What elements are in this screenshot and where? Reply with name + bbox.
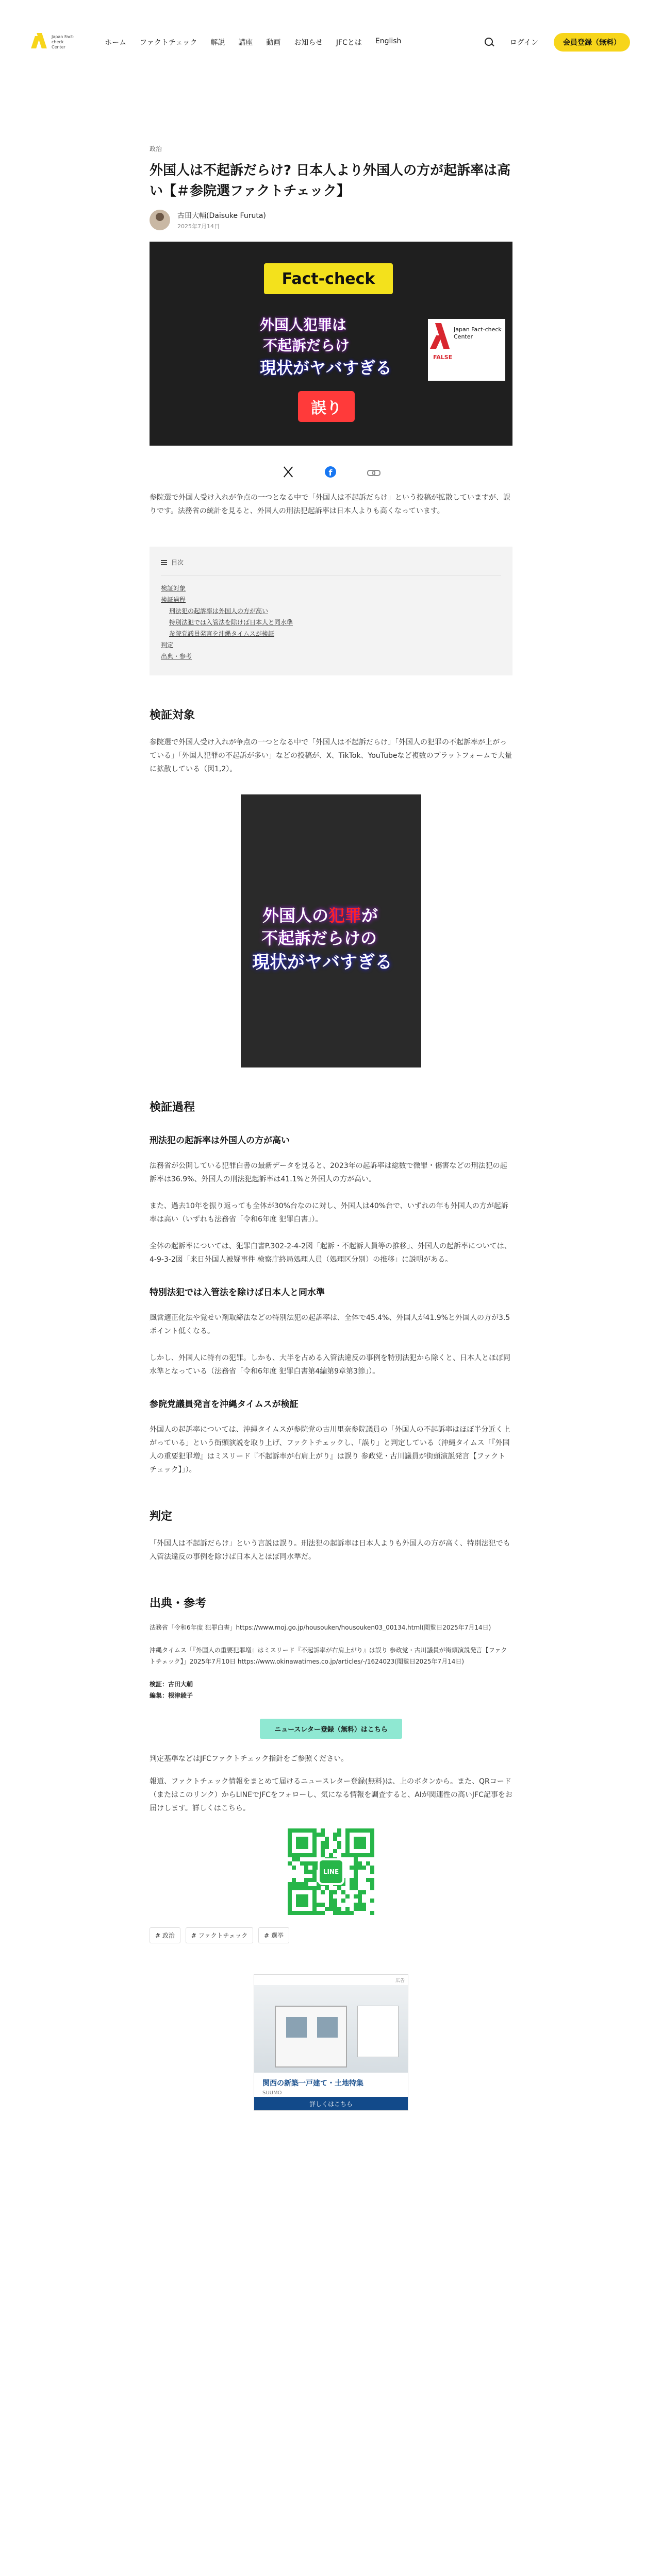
hero-text-line2: 不起訴だらけ <box>263 337 350 354</box>
article <box>150 144 512 2111</box>
author-avatar[interactable] <box>150 210 170 230</box>
toc-item[interactable]: 刑法犯の起訴率は外国人の方が高い <box>169 607 269 615</box>
subsection-heading: 参院党議員発言を沖縄タイムスが検証 <box>150 1399 299 1410</box>
floor-plan-image <box>357 2006 399 2057</box>
toc-header[interactable] <box>161 558 501 567</box>
hero-text-line1: 外国人犯罪は <box>260 316 347 333</box>
section-body: 風営適正化法や覚せい剤取締法などの特別法犯の起訴率は、全体で45.4%、外国人が41.9%と外国人の方が3.5ポイント低くなる。 <box>150 1314 510 1335</box>
false-label: FALSE <box>433 354 453 361</box>
hero-text-line3: 現状がヤバすぎる <box>260 358 392 378</box>
line-icon: LINE <box>318 1858 344 1885</box>
copy-link-icon[interactable] <box>367 466 379 478</box>
nav-video[interactable]: 動画 <box>266 39 281 47</box>
house-image <box>275 2006 347 2067</box>
newsletter-button[interactable]: ニュースレター登録（無料）はこちら <box>260 1719 402 1739</box>
section-body: 全体の起訴率については、犯罪白書P.302-2-4-2図「起訴・不起訴人員等の推移」、外国人の起訴率については、4-9-3-2図「来日外国人被疑事件 検察庁終局処理人員（処理区分別）の推移」に説明がある。 <box>150 1242 511 1264</box>
ad-label: 広告 <box>395 1978 405 1984</box>
site-logo[interactable] <box>32 32 78 53</box>
register-button[interactable]: 会員登録（無料） <box>554 33 630 52</box>
nav-explainer[interactable]: 解説 <box>210 39 225 47</box>
ad-cta[interactable]: 詳しくはこちら <box>254 2097 408 2110</box>
toc-item[interactable]: 特別法犯では入管法を除けば日本人と同水準 <box>169 619 293 626</box>
toc-item[interactable]: 判定 <box>161 641 174 649</box>
tag[interactable]: # 政治 <box>150 1927 180 1943</box>
section-body: 参院選で外国人受け入れが争点の一つとなる中で「外国人は不起訴だらけ」「外国人の犯罪の不起訴率が上がっている」「外国人犯罪の不起訴が多い」などの投稿が、X、TikTok、YouTubeなど複数のプラットフォームで大量に拡散している（図1,2）。 <box>150 738 512 773</box>
editor-credit: 編集：根津綾子 <box>150 1692 193 1699</box>
nav-course[interactable]: 講座 <box>238 39 253 47</box>
section-heading: 検証過程 <box>150 1101 195 1114</box>
section-heading: 検証対象 <box>150 709 195 722</box>
verdict-body: 「外国人は不起訴だらけ」という言説は誤り。刑法犯の起訴率は日本人よりも外国人の方が高く、特別法犯でも入管法違反の事例を除けば日本人とほぼ同水準だ。 <box>150 1539 510 1561</box>
section-body: また、過去10年を振り返っても全体が30%台なのに対し、外国人は40%台で、いずれの年も外国人の方が起訴率は高い（いずれも法務省「令和6年度 犯罪白書」）。 <box>150 1202 508 1224</box>
toc-item[interactable]: 検証過程 <box>161 596 186 603</box>
nav-about[interactable]: JFCとは <box>336 39 362 47</box>
check-mark-icon <box>433 323 449 349</box>
section-heading: 判定 <box>150 1510 173 1523</box>
advertisement[interactable] <box>254 1974 408 2111</box>
newsletter-wrap <box>150 1719 512 1739</box>
search-icon[interactable] <box>484 37 494 47</box>
references <box>150 1622 512 1667</box>
video-text-line2: 不起訴だらけの <box>261 928 377 948</box>
article-title: 外国人は不起訴だらけ? 日本人より外国人の方が起訴率は高い【＃参院選ファクトチェック】 <box>150 163 511 199</box>
nav-home[interactable]: ホーム <box>105 39 126 47</box>
tag-list <box>150 1927 512 1943</box>
share-buttons <box>150 466 512 478</box>
toc-item[interactable]: 検証対象 <box>161 585 186 592</box>
nav-factcheck[interactable]: ファクトチェック <box>140 39 197 47</box>
site-header <box>0 0 662 84</box>
nav-english[interactable]: English <box>375 37 402 45</box>
article-intro: 参院選で外国人受け入れが争点の一つとなる中で「外国人は不起訴だらけ」という投稿が拡散していますが、誤りです。法務省の統計を見ると、外国人の刑法犯起訴率は日本人よりも高くなっています。 <box>150 494 510 515</box>
ad-sponsor: SUUMO <box>262 2090 282 2096</box>
line-qr-code[interactable] <box>288 1828 374 1915</box>
jfc-logo-icon <box>32 32 47 53</box>
list-icon <box>161 560 167 565</box>
tag[interactable]: # 選挙 <box>258 1927 289 1943</box>
ad-image <box>254 1985 408 2073</box>
table-of-contents <box>150 547 512 675</box>
checker-credit: 検証：古田大輔 <box>150 1681 193 1688</box>
guideline-note: 判定基準などはJFCファクトチェック指針をご参照ください。 <box>150 1755 349 1763</box>
publish-date: 2025年7月14日 <box>177 223 220 230</box>
toc-heading: 目次 <box>171 559 184 566</box>
reference-item[interactable]: 沖縄タイムス「『外国人の重要犯罪増』はミスリード『不起訴率が右肩上がり』は誤り 参政党・古川議員が街頭演説発言【ファクトチェック】」2025年7月10日 https://www.okinawatimes.co.jp/articles/-/1624023(閲覧日2025年7月14日) <box>150 1647 507 1665</box>
tag[interactable]: # ファクトチェック <box>186 1927 253 1943</box>
reference-item[interactable]: 法務省「令和6年度 犯罪白書」https://www.moj.go.jp/housouken/housouken03_00134.html(閲覧日2025年7月14日) <box>150 1624 491 1631</box>
nav-news[interactable]: お知らせ <box>294 39 323 47</box>
login-link[interactable]: ログイン <box>509 39 538 47</box>
embedded-video[interactable] <box>241 794 421 1067</box>
newsletter-note: 報道、ファクトチェック情報をまとめて届けるニュースレター登録(無料)は、上のボタンから。また、QRコード（またはこのリンク）からLINEでJFCをフォローし、気になる情報を調査すると、AIが関連性の高いJFC記事をお届けします。詳しくはこちら。 <box>150 1777 512 1812</box>
jfc-verdict-panel <box>428 319 505 381</box>
x-share-icon[interactable] <box>283 466 294 478</box>
subsection-heading: 特別法犯では入管法を除けば日本人と同水準 <box>150 1287 325 1298</box>
hero-image <box>150 242 512 446</box>
logo-text: Japan Fact-check Center <box>52 35 75 49</box>
toc-item[interactable]: 参院党議員発言を沖縄タイムスが検証 <box>169 630 274 637</box>
verdict-stamp: 誤り <box>298 391 355 422</box>
author-row <box>150 210 512 230</box>
section-body: しかし、外国人に特有の犯罪。しかも、大半を占める入管法違反の事例を特別法犯から除くと、日本人とほぼ同水準となっている（法務省「令和6年度 犯罪白書第4編第9章第3節」）。 <box>150 1354 510 1376</box>
header-actions <box>484 33 630 52</box>
credits <box>150 1679 512 1701</box>
ad-title: 関西の新築一戸建て・土地特集 <box>262 2079 363 2088</box>
section-body: 外国人の起訴率については、沖縄タイムスが参院党の古川里奈参院議員の「外国人の不起訴率はほぼ半分近く上がっている」という街頭演説を取り上げ、ファクトチェックし、「誤り」と判定している（沖縄タイムス「『外国人の重要犯罪増』はミスリード『不起訴率が右肩上がり』は誤り 参政党・古川議員が街頭演説発言【ファクトチェック】」）。 <box>150 1426 510 1474</box>
video-text-line3: 現状がヤバすぎる <box>252 952 392 973</box>
article-category[interactable]: 政治 <box>150 145 162 152</box>
jfc-panel-text: Japan Fact-check Center <box>454 326 502 340</box>
main-nav <box>98 37 408 47</box>
video-text-line1: 外国人の犯罪が <box>262 906 378 925</box>
author-name[interactable]: 古田大輔(Daisuke Furuta) <box>177 211 266 220</box>
facebook-share-icon[interactable]: f <box>325 466 336 478</box>
section-body: 法務省が公開している犯罪白書の最新データを見ると、2023年の起訴率は総数で微罪・傷害などの刑法犯の起訴率は36.9%、外国人の刑法犯起訴率は41.1%と外国人の方が高い。 <box>150 1162 507 1183</box>
factcheck-badge: Fact-check <box>264 263 393 294</box>
section-heading: 出典・参考 <box>150 1597 207 1610</box>
subsection-heading: 刑法犯の起訴率は外国人の方が高い <box>150 1136 290 1146</box>
toc-item[interactable]: 出典・参考 <box>161 653 192 660</box>
